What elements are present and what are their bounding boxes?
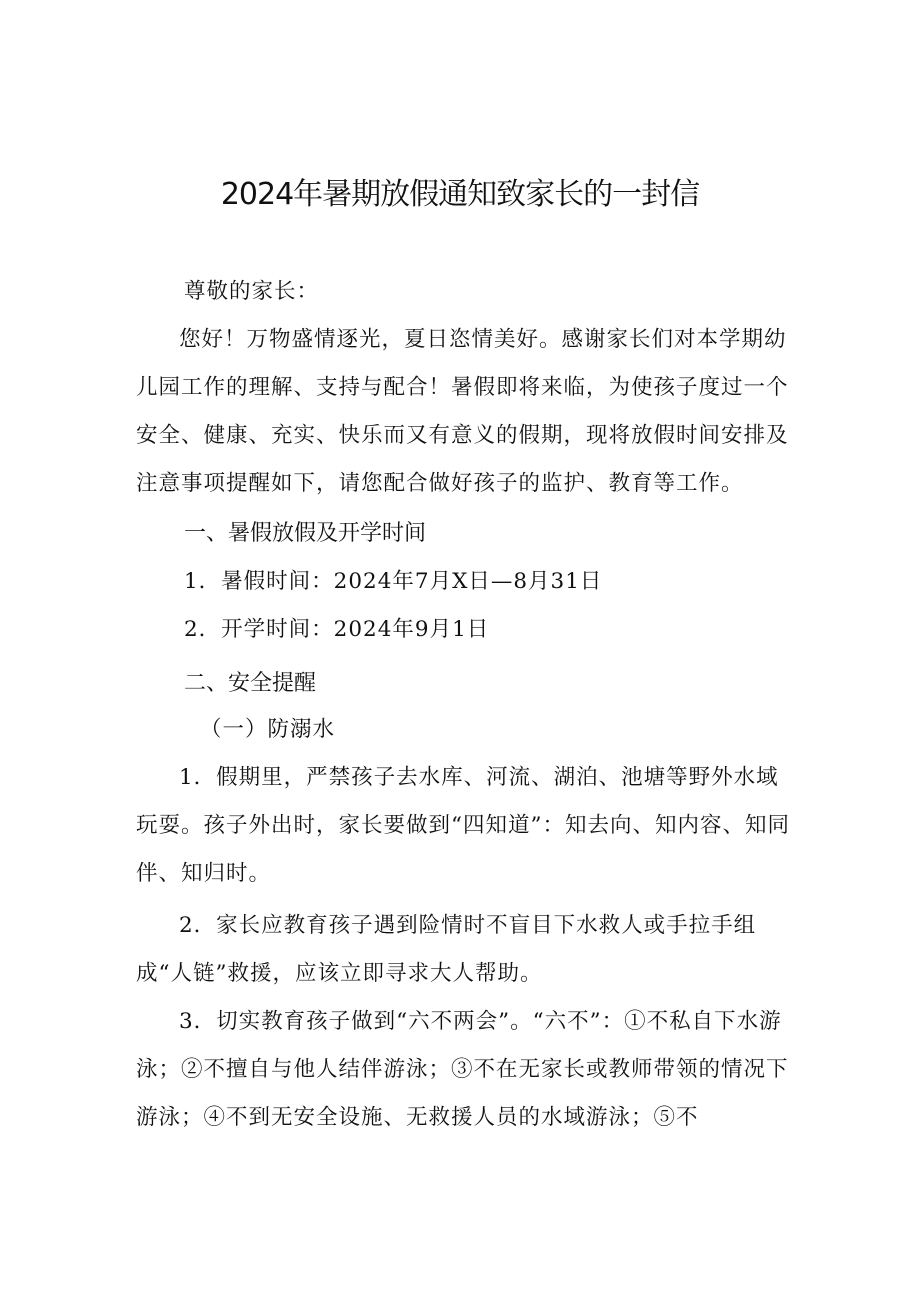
section1-item2: 2．开学时间：2024年9月1日 — [184, 617, 490, 642]
section2-item1: 1．假期里，严禁孩子去水库、河流、湖泊、池塘等野外水域玩耍。孩子外出时，家长要做到“四知道”：知去向、知内容、知同伴、知归时。 — [136, 765, 790, 886]
section1-heading: 一、暑假放假及开学时间 — [184, 521, 427, 546]
salutation: 尊敬的家长： — [184, 279, 320, 304]
document-title: 2024年暑期放假通知致家长的一封信 — [220, 177, 700, 212]
section2-subheading: （一）防溺水 — [200, 717, 336, 742]
section2-heading: 二、安全提醒 — [184, 671, 317, 696]
intro-paragraph: 您好！万物盛情逐光，夏日恣情美好。感谢家长们对本学期幼儿园工作的理解、支持与配合！暑假即将来临，为使孩子度过一个安全、健康、充实、快乐而又有意义的假期，现将放假时间安排及注意事项提醒如下，请您配合做好孩子的监护、教育等工作。 — [136, 327, 789, 496]
section1-item1: 1．暑假时间：2024年7月X日—8月31日 — [184, 569, 603, 594]
section2-item2: 2．家长应教育孩子遇到险情时不盲目下水救人或手拉手组成“人链”救援，应该立即寻求大人帮助。 — [136, 913, 757, 986]
section2-item3: 3．切实教育孩子做到“六不两会”。“六不”：①不私自下水游泳；②不擅自与他人结伴游泳；③不在无家长或教师带领的情况下游泳；④不到无安全设施、无救援人员的水域游泳；⑤不 — [136, 1009, 789, 1130]
